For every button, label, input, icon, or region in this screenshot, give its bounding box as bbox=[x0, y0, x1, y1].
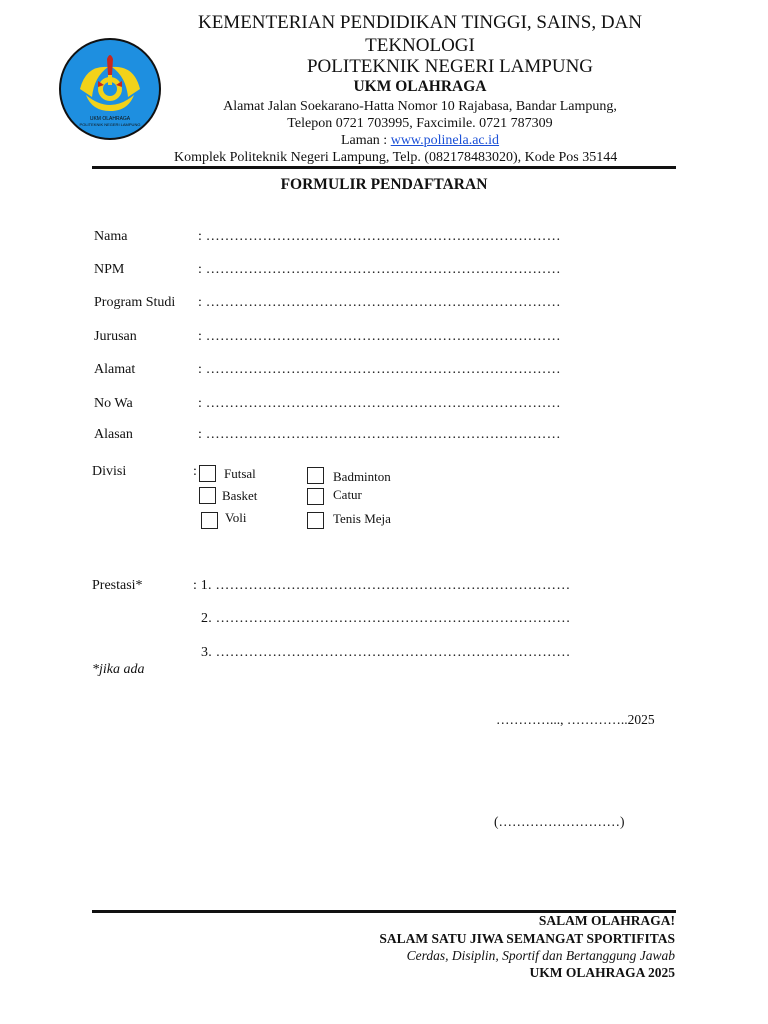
option-label-futsal: Futsal bbox=[224, 466, 256, 481]
logo-text-bottom: POLITEKNIK NEGERI LAMPUNG bbox=[79, 122, 141, 127]
checkbox-tenis-meja[interactable] bbox=[307, 512, 324, 529]
divisi-label: Divisi bbox=[92, 464, 127, 479]
footnote: *jika ada bbox=[92, 662, 145, 677]
logo-text-top: UKM OLAHRAGA bbox=[89, 116, 131, 122]
address-line: Alamat Jalan Soekarano-Hatta Nomor 10 Rajabasa, Bandar Lampung, bbox=[223, 99, 617, 114]
field-label-npm: NPM bbox=[94, 262, 125, 277]
field-label-alasan: Alasan bbox=[94, 427, 133, 442]
checkbox-catur[interactable] bbox=[307, 488, 324, 505]
footer-line-4: UKM OLAHRAGA 2025 bbox=[529, 965, 675, 980]
date-line[interactable]: …………..., …………..2025 bbox=[496, 712, 655, 727]
footer-line-2: SALAM SATU JIWA SEMANGAT SPORTIFITAS bbox=[379, 931, 675, 946]
prestasi-line-2[interactable]: 2. ………………………………………………………………… bbox=[201, 611, 571, 626]
option-label-catur: Catur bbox=[333, 487, 362, 502]
field-label-alamat: Alamat bbox=[94, 362, 136, 377]
checkbox-voli[interactable] bbox=[201, 512, 218, 529]
institution-logo bbox=[58, 37, 162, 141]
field-label-no-wa: No Wa bbox=[94, 396, 133, 411]
checkbox-badminton[interactable] bbox=[307, 467, 324, 484]
option-label-voli: Voli bbox=[225, 510, 247, 525]
field-input-alamat[interactable]: : ………………………………………………………………… bbox=[198, 362, 561, 377]
website-prefix: Laman : bbox=[340, 133, 391, 148]
option-label-badminton: Badminton bbox=[333, 469, 391, 484]
checkbox-futsal[interactable] bbox=[199, 465, 216, 482]
website-link[interactable]: www.polinela.ac.id bbox=[390, 133, 500, 148]
prestasi-line-3[interactable]: 3. ………………………………………………………………… bbox=[201, 645, 571, 660]
field-input-alasan[interactable]: : ………………………………………………………………… bbox=[198, 427, 561, 442]
option-label-tenis-meja: Tenis Meja bbox=[333, 511, 391, 526]
field-input-nama[interactable]: : ………………………………………………………………… bbox=[198, 229, 561, 244]
unit-name: UKM OLAHRAGA bbox=[353, 78, 487, 95]
institution-name: POLITEKNIK NEGERI LAMPUNG bbox=[306, 56, 594, 77]
website-line bbox=[170, 133, 670, 149]
prestasi-label: Prestasi* bbox=[92, 578, 143, 593]
form-title: FORMULIR PENDAFTARAN bbox=[280, 176, 488, 193]
prestasi-line-1[interactable]: : 1. ………………………………………………………………… bbox=[193, 578, 571, 593]
field-input-npm[interactable]: : ………………………………………………………………… bbox=[198, 262, 561, 277]
field-input-no-wa[interactable]: : ………………………………………………………………… bbox=[198, 396, 561, 411]
field-input-jurusan[interactable]: : ………………………………………………………………… bbox=[198, 329, 561, 344]
ministry-line-2: TEKNOLOGI bbox=[365, 35, 475, 56]
field-label-jurusan: Jurusan bbox=[94, 329, 137, 344]
field-label-program-studi: Program Studi bbox=[94, 295, 176, 310]
checkbox-basket[interactable] bbox=[199, 487, 216, 504]
field-input-program-studi[interactable]: : ………………………………………………………………… bbox=[198, 295, 561, 310]
complex-line: Komplek Politeknik Negeri Lampung, Telp. (082178483020), Kode Pos 35144 bbox=[174, 150, 618, 165]
header-divider bbox=[92, 166, 676, 169]
signature-line[interactable]: (………………………) bbox=[494, 814, 625, 829]
option-label-basket: Basket bbox=[222, 488, 258, 503]
ministry-line-1: KEMENTERIAN PENDIDIKAN TINGGI, SAINS, DAN bbox=[197, 12, 642, 33]
divisi-colon: : bbox=[193, 464, 197, 479]
footer-line-3: Cerdas, Disiplin, Sportif dan Bertanggung Jawab bbox=[406, 948, 675, 963]
footer-line-1: SALAM OLAHRAGA! bbox=[538, 913, 675, 928]
field-label-nama: Nama bbox=[94, 229, 128, 244]
phone-line: Telepon 0721 703995, Faxcimile. 0721 787309 bbox=[287, 116, 553, 131]
